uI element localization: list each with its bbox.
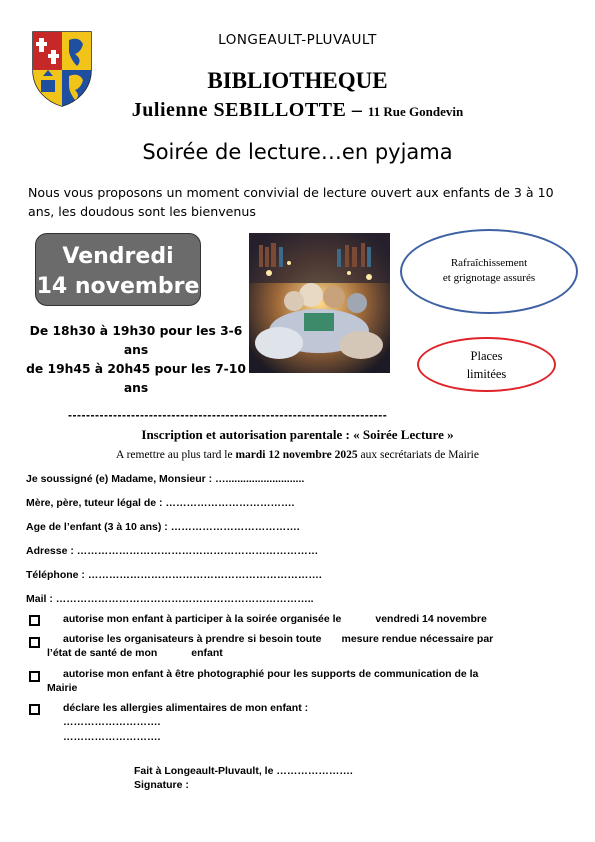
checkbox-icon[interactable] [29, 615, 40, 626]
town-name: LONGEAULT-PLUVAULT [218, 32, 377, 48]
check-medical-line1 [63, 633, 493, 645]
checkbox-icon[interactable] [29, 704, 40, 715]
check-medical-a: autorise les organisateurs à prendre si besoin toute [63, 633, 322, 645]
deadline-prefix: A remettre au plus tard le [116, 449, 236, 461]
field-soussigne[interactable]: Je soussigné (e) Madame, Monsieur : …........................... [26, 473, 305, 485]
places-line-2: limitées [466, 367, 507, 381]
check-participation-date: vendredi 14 novembre [375, 613, 487, 625]
times-7-10: de 19h45 à 20h45 pour les 7-10 ans [26, 362, 246, 395]
field-adresse[interactable]: Adresse : …………………………………………………………… [26, 545, 319, 557]
library-address: 11 Rue Gondevin [367, 104, 464, 119]
event-date: 14 novembre [36, 274, 200, 299]
event-title: Soirée de lecture…en pyjama [142, 140, 453, 164]
allergies-line-1[interactable]: ………………………. [63, 716, 161, 728]
field-age[interactable]: Age de l’enfant (3 à 10 ans) : ………………………………. [26, 521, 300, 533]
check-medical-c: l’état de santé de mon [47, 647, 158, 659]
limited-places-bubble [417, 337, 556, 392]
event-times [26, 322, 246, 398]
librarian-line [0, 99, 595, 122]
check-photo-line1: autorise mon enfant à être photographié pour les supports de communication de la [63, 668, 479, 680]
checkbox-icon[interactable] [29, 637, 40, 648]
page-title: BIBLIOTHEQUE [207, 68, 388, 93]
checkbox-icon[interactable] [29, 671, 40, 682]
check-photo-line2: Mairie [47, 682, 78, 694]
event-intro: Nous vous proposons un moment convivial de lecture ouvert aux enfants de 3 à 10 ans, les doudous sont les bienvenus [28, 185, 554, 219]
check-medical-b: mesure rendue nécessaire par [341, 633, 494, 645]
check-participation [63, 613, 487, 625]
form-title: Inscription et autorisation parentale : « Soirée Lecture » [141, 427, 454, 442]
check-allergies: déclare les allergies alimentaires de mon enfant : [63, 702, 309, 714]
check-medical-line2 [47, 647, 223, 659]
field-telephone[interactable]: Téléphone : …………………………………………………………. [26, 569, 322, 581]
date-box [35, 233, 201, 306]
librarian-name: Julienne SEBILLOTTE – [131, 99, 363, 121]
check-participation-label: autorise mon enfant à participer à la soirée organisée le [63, 613, 342, 625]
refreshments-bubble [400, 229, 578, 314]
reading-illustration [249, 233, 390, 373]
times-3-6: De 18h30 à 19h30 pour les 3-6 ans [29, 324, 243, 357]
field-mail[interactable]: Mail : ……………………………………………………………….. [26, 593, 314, 605]
field-parent[interactable]: Mère, père, tuteur légal de : ………………………………. [26, 497, 295, 509]
event-day: Vendredi [62, 244, 174, 269]
deadline-date: mardi 12 novembre 2025 [235, 449, 358, 461]
allergies-line-2[interactable]: ………………………. [63, 731, 161, 743]
deadline-suffix: aux secrétariats de Mairie [357, 449, 479, 461]
cut-separator: ----------------------------------------------------------------------- [68, 408, 388, 422]
signature-label: Signature : [134, 779, 189, 791]
check-medical-d: enfant [191, 647, 223, 659]
places-line-1: Places [470, 349, 503, 363]
fait-a: Fait à Longeault-Pluvault, le …………………. [134, 765, 353, 777]
form-deadline [0, 449, 595, 461]
refreshments-line-1: Rafraîchissement [450, 257, 528, 269]
refreshments-line-2: et grignotage assurés [442, 272, 536, 284]
